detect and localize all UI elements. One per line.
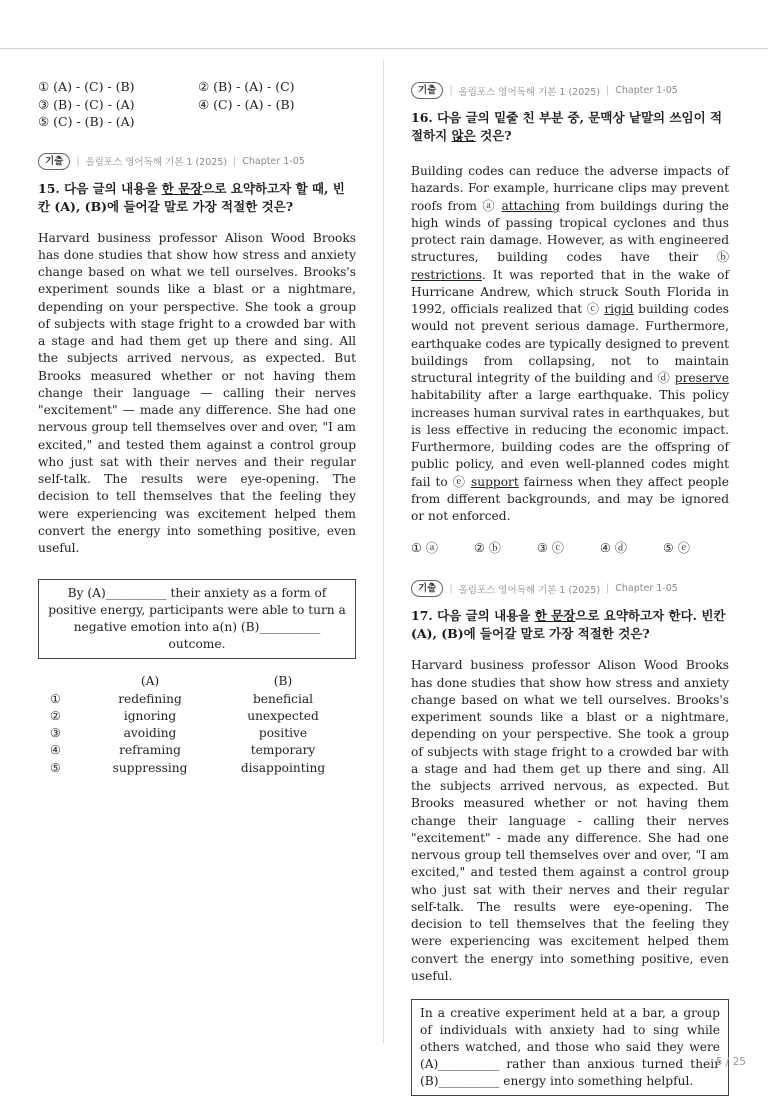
- option-a: reframing: [119, 743, 181, 758]
- q16-meta: [411, 82, 729, 99]
- option-number: ③: [50, 726, 61, 741]
- passage-text: habitability after a large earthquake. This policy increases human survival rates in earthquakes, but is less effective in reducing the economic impact. Furthermore, building codes are the offspring of public policy, and even well-planned codes might fail to: [411, 388, 729, 489]
- q16-title-post: 것은?: [475, 128, 512, 143]
- q15-title-post: 으로 요약하고자 할 때, 빈칸 (A), (B)에 들어갈 말로 가장 적절한 것은?: [38, 180, 345, 214]
- q16-title: [411, 109, 729, 145]
- q15-title-underline: 한 문장: [161, 180, 203, 196]
- col-a-header: (A): [140, 674, 160, 689]
- option-a: ignoring: [123, 708, 177, 723]
- q16-title-underline: 않은: [451, 128, 476, 143]
- option-row[interactable]: [38, 742, 356, 759]
- q15-tag-badge: 기출: [38, 153, 70, 170]
- passage-text: . It was reported that in the wake of Hurricane Andrew, which struck South Florida in 1992, officials realized that: [411, 267, 729, 316]
- q17-meta: [411, 580, 729, 597]
- option-row[interactable]: [38, 725, 356, 742]
- header-rule: [0, 48, 768, 49]
- q17-title-pre: 17. 다음 글의 내용을: [411, 608, 535, 624]
- q16-tag-badge: 기출: [411, 82, 443, 99]
- option-row[interactable]: [38, 691, 356, 708]
- option-number: ⑤: [50, 760, 61, 775]
- page-number: 5 / 25: [715, 1056, 746, 1068]
- option-number: ②: [50, 708, 61, 723]
- option-a: avoiding: [123, 726, 177, 741]
- q16-choice-5[interactable]: ⑤ ⓔ: [663, 541, 690, 556]
- q17-passage: Harvard business professor Alison Wood Brooks has done studies that show how stress and anxiety change based on what we tell ourselves. Brooks's experiment sounds like a blast or a nightmare, depending on your perspective. She took a group of subjects with stage fright to a crowded bar with a stage and had them get up there and sing. All the subjects arrived nervous, as expected. But Brooks measured whether or not having them change their language - calling their nerves "excitement" - made any difference. She had one nervous group tell themselves over and over, "I am excited," and tested them against a control group who just sat with their nerves and their regular self-talk. The results were eye-opening. The decision to tell themselves that the feeling they were experiencing was excitement helped them convert the energy into something positive, even useful.: [411, 658, 729, 983]
- option-row[interactable]: [38, 708, 356, 725]
- underlined-word-d: preserve: [674, 371, 729, 385]
- marker-c: ⓒ: [586, 302, 600, 316]
- q17-source: 올림포스 영어독해 기본 1 (2025): [458, 584, 601, 596]
- option-b: temporary: [250, 743, 316, 758]
- marker-d: ⓓ: [657, 371, 671, 385]
- q17-title-post: 으로 요약하고자 한다. 빈칸 (A), (B)에 들어갈 말로 가장 적절한 것은?: [411, 608, 726, 642]
- passage-text: Building codes can reduce the adverse impacts of hazards. For example, hurricane clips may prevent roofs from: [411, 164, 729, 213]
- column-divider: [383, 60, 384, 1043]
- option-number: ④: [50, 743, 61, 758]
- previous-question-choices: [38, 78, 356, 131]
- separator: |: [606, 583, 610, 595]
- q16-passage: [411, 163, 729, 525]
- option-a: suppressing: [112, 760, 188, 775]
- q15-options-header: [38, 673, 356, 690]
- q15-summary-box: By (A)__________ their anxiety as a form of positive energy, participants were able to turn a negative emotion into a(n) (B)__________ outcome.: [38, 579, 356, 659]
- option-number: ①: [50, 691, 61, 706]
- underlined-word-b: restrictions: [411, 267, 482, 282]
- q15-chapter: Chapter 1-05: [242, 155, 305, 167]
- option-b: unexpected: [247, 708, 319, 723]
- option-row[interactable]: [38, 760, 356, 777]
- q15-meta: [38, 153, 356, 170]
- separator: |: [76, 155, 80, 167]
- choice-4[interactable]: ④ (C) - (A) - (B): [198, 96, 295, 112]
- right-column: [411, 82, 729, 1096]
- q16-choice-3[interactable]: ③ ⓒ: [537, 541, 564, 556]
- q17-title-underline: 한 문장: [534, 608, 576, 624]
- q15-passage: Harvard business professor Alison Wood Brooks has done studies that show how stress and anxiety change based on what we tell ourselves. Brooks's experiment sounds like a blast or a nightmare, depending on your perspective. She took a group of subjects with stage fright to a crowded bar with a stage and had them get up there and sing. All the subjects arrived nervous, as expected. But Brooks measured whether or not having them change their language — calling their nerves "excitement" — made any difference. She had one nervous group tell themselves over and over, "I am excited," and tested them against a control group who just sat with their nerves and their regular self-talk. The results were eye-opening. The decision to tell themselves that the feeling they were experiencing was excitement helped them convert the energy into something positive, even useful.: [38, 230, 356, 555]
- q16-title-pre: 16. 다음 글의 밑줄 친 부분 중, 문맥상 낱말의 쓰임이 적절하지: [411, 110, 723, 143]
- q17-title: [411, 607, 729, 643]
- separator: |: [449, 583, 453, 595]
- underlined-word-c: rigid: [604, 302, 634, 316]
- q15-title: [38, 180, 356, 216]
- q16-chapter: Chapter 1-05: [615, 85, 678, 96]
- passage-text: from buildings during the high winds of passing tropical cyclones and thus protect rain damage. However, as with engineered structures, building codes have their: [411, 198, 730, 265]
- q16-choice-4[interactable]: ④ ⓓ: [600, 541, 627, 556]
- q15-options-table: [38, 673, 356, 777]
- underlined-word-e: support: [471, 474, 519, 489]
- choice-2[interactable]: ② (B) - (A) - (C): [198, 79, 295, 94]
- q16-choice-1[interactable]: ① ⓐ: [411, 541, 438, 556]
- q17-chapter: Chapter 1-05: [615, 583, 678, 595]
- marker-e: ⓔ: [452, 474, 467, 489]
- q15-title-pre: 15. 다음 글의 내용을: [38, 180, 162, 196]
- separator: |: [233, 155, 237, 167]
- passage-text: fairness when they affect people from different backgrounds, and may be ignored or not enforced.: [411, 474, 729, 523]
- marker-a: ⓐ: [482, 198, 497, 213]
- left-column: [38, 78, 356, 777]
- q16-choices: [411, 539, 729, 556]
- col-b-header: (B): [273, 674, 293, 689]
- separator: |: [606, 85, 610, 96]
- option-b: beneficial: [252, 691, 314, 706]
- q15-source: 올림포스 영어독해 기본 1 (2025): [85, 157, 228, 168]
- marker-b: ⓑ: [716, 250, 729, 265]
- choice-3[interactable]: ③ (B) - (C) - (A): [38, 96, 135, 112]
- option-b: disappointing: [240, 760, 326, 775]
- option-a: redefining: [118, 691, 182, 706]
- q17-tag-badge: 기출: [411, 580, 443, 597]
- passage-text: building codes would not prevent serious damage. Furthermore, earthquake codes are typically designed to prevent buildings from collapsing, not to maintain structural integrity of the building and: [411, 302, 730, 385]
- option-b: positive: [258, 726, 308, 741]
- q17-summary-box: In a creative experiment held at a bar, a group of individuals with anxiety had to sing while others watched, and those who said they were (A)__________ rather than anxious turned their (B)__________ energy into something helpful.: [411, 999, 729, 1096]
- underlined-word-a: attaching: [501, 198, 561, 213]
- choice-5[interactable]: ⑤ (C) - (B) - (A): [38, 114, 135, 129]
- separator: |: [449, 85, 453, 96]
- q16-choice-2[interactable]: ② ⓑ: [474, 541, 501, 556]
- q16-source: 올림포스 영어독해 기본 1 (2025): [458, 86, 601, 98]
- choice-1[interactable]: ① (A) - (C) - (B): [38, 79, 135, 94]
